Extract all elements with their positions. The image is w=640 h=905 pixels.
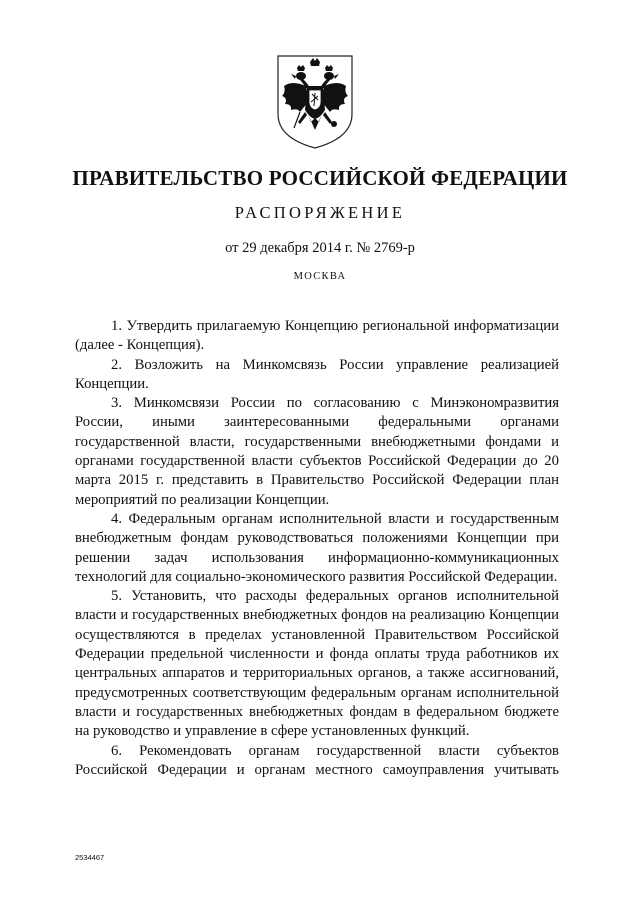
coat-of-arms-icon [270, 52, 360, 150]
document-date-number: от 29 декабря 2014 г. № 2769-р [225, 240, 415, 256]
document-type: РАСПОРЯЖЕНИЕ [234, 203, 406, 222]
paragraph-2: 2. Возложить на Минкомсвязь России управление реализацией Концепции. [75, 356, 559, 392]
document-city: МОСКВА [293, 271, 347, 282]
document-code: 2534467 [75, 853, 105, 862]
paragraph-6: 6. Рекомендовать органам государственной власти субъектов Российской Федерации и органам местного самоуправления учитывать [75, 742, 559, 778]
paragraph-4: 4. Федеральным органам исполнительной власти и государственным внебюджетным фондам руководствоваться положениями Концепции при решении задач использования информационно-коммуникационных технологий для социально-экономического развития Российской Федерации. [75, 510, 559, 585]
paragraph-1: 1. Утвердить прилагаемую Концепцию региональной информатизации (далее - Концепция). [75, 318, 559, 354]
government-title: ПРАВИТЕЛЬСТВО РОССИЙСКОЙ ФЕДЕРАЦИИ [72, 166, 568, 190]
paragraph-5: 5. Установить, что расходы федеральных органов исполнительной власти и государственных внебюджетных фондов на реализацию Концепции осуществляются в пределах установленной Правительством Российской Федерации предельной численности и фонда оплаты труда работников их центральных аппаратов и территориальных органов, а также ассигнований, предусмотренных соответствующим федеральным органам исполнительной власти и государственных внебюджетных фондам в федеральном бюджете на руководство и управление в сфере установленных функций. [75, 588, 559, 740]
document-body [75, 317, 559, 780]
paragraph-3: 3. Минкомсвязи России по согласованию с Минэкономразвития России, иными заинтересованными федеральными органами государственной власти, государственными внебюджетными фондами и органами государственной власти субъектов Российской Федерации до 20 марта 2015 г. представить в Правительство Российской Федерации план мероприятий по реализации Концепции. [75, 395, 559, 508]
